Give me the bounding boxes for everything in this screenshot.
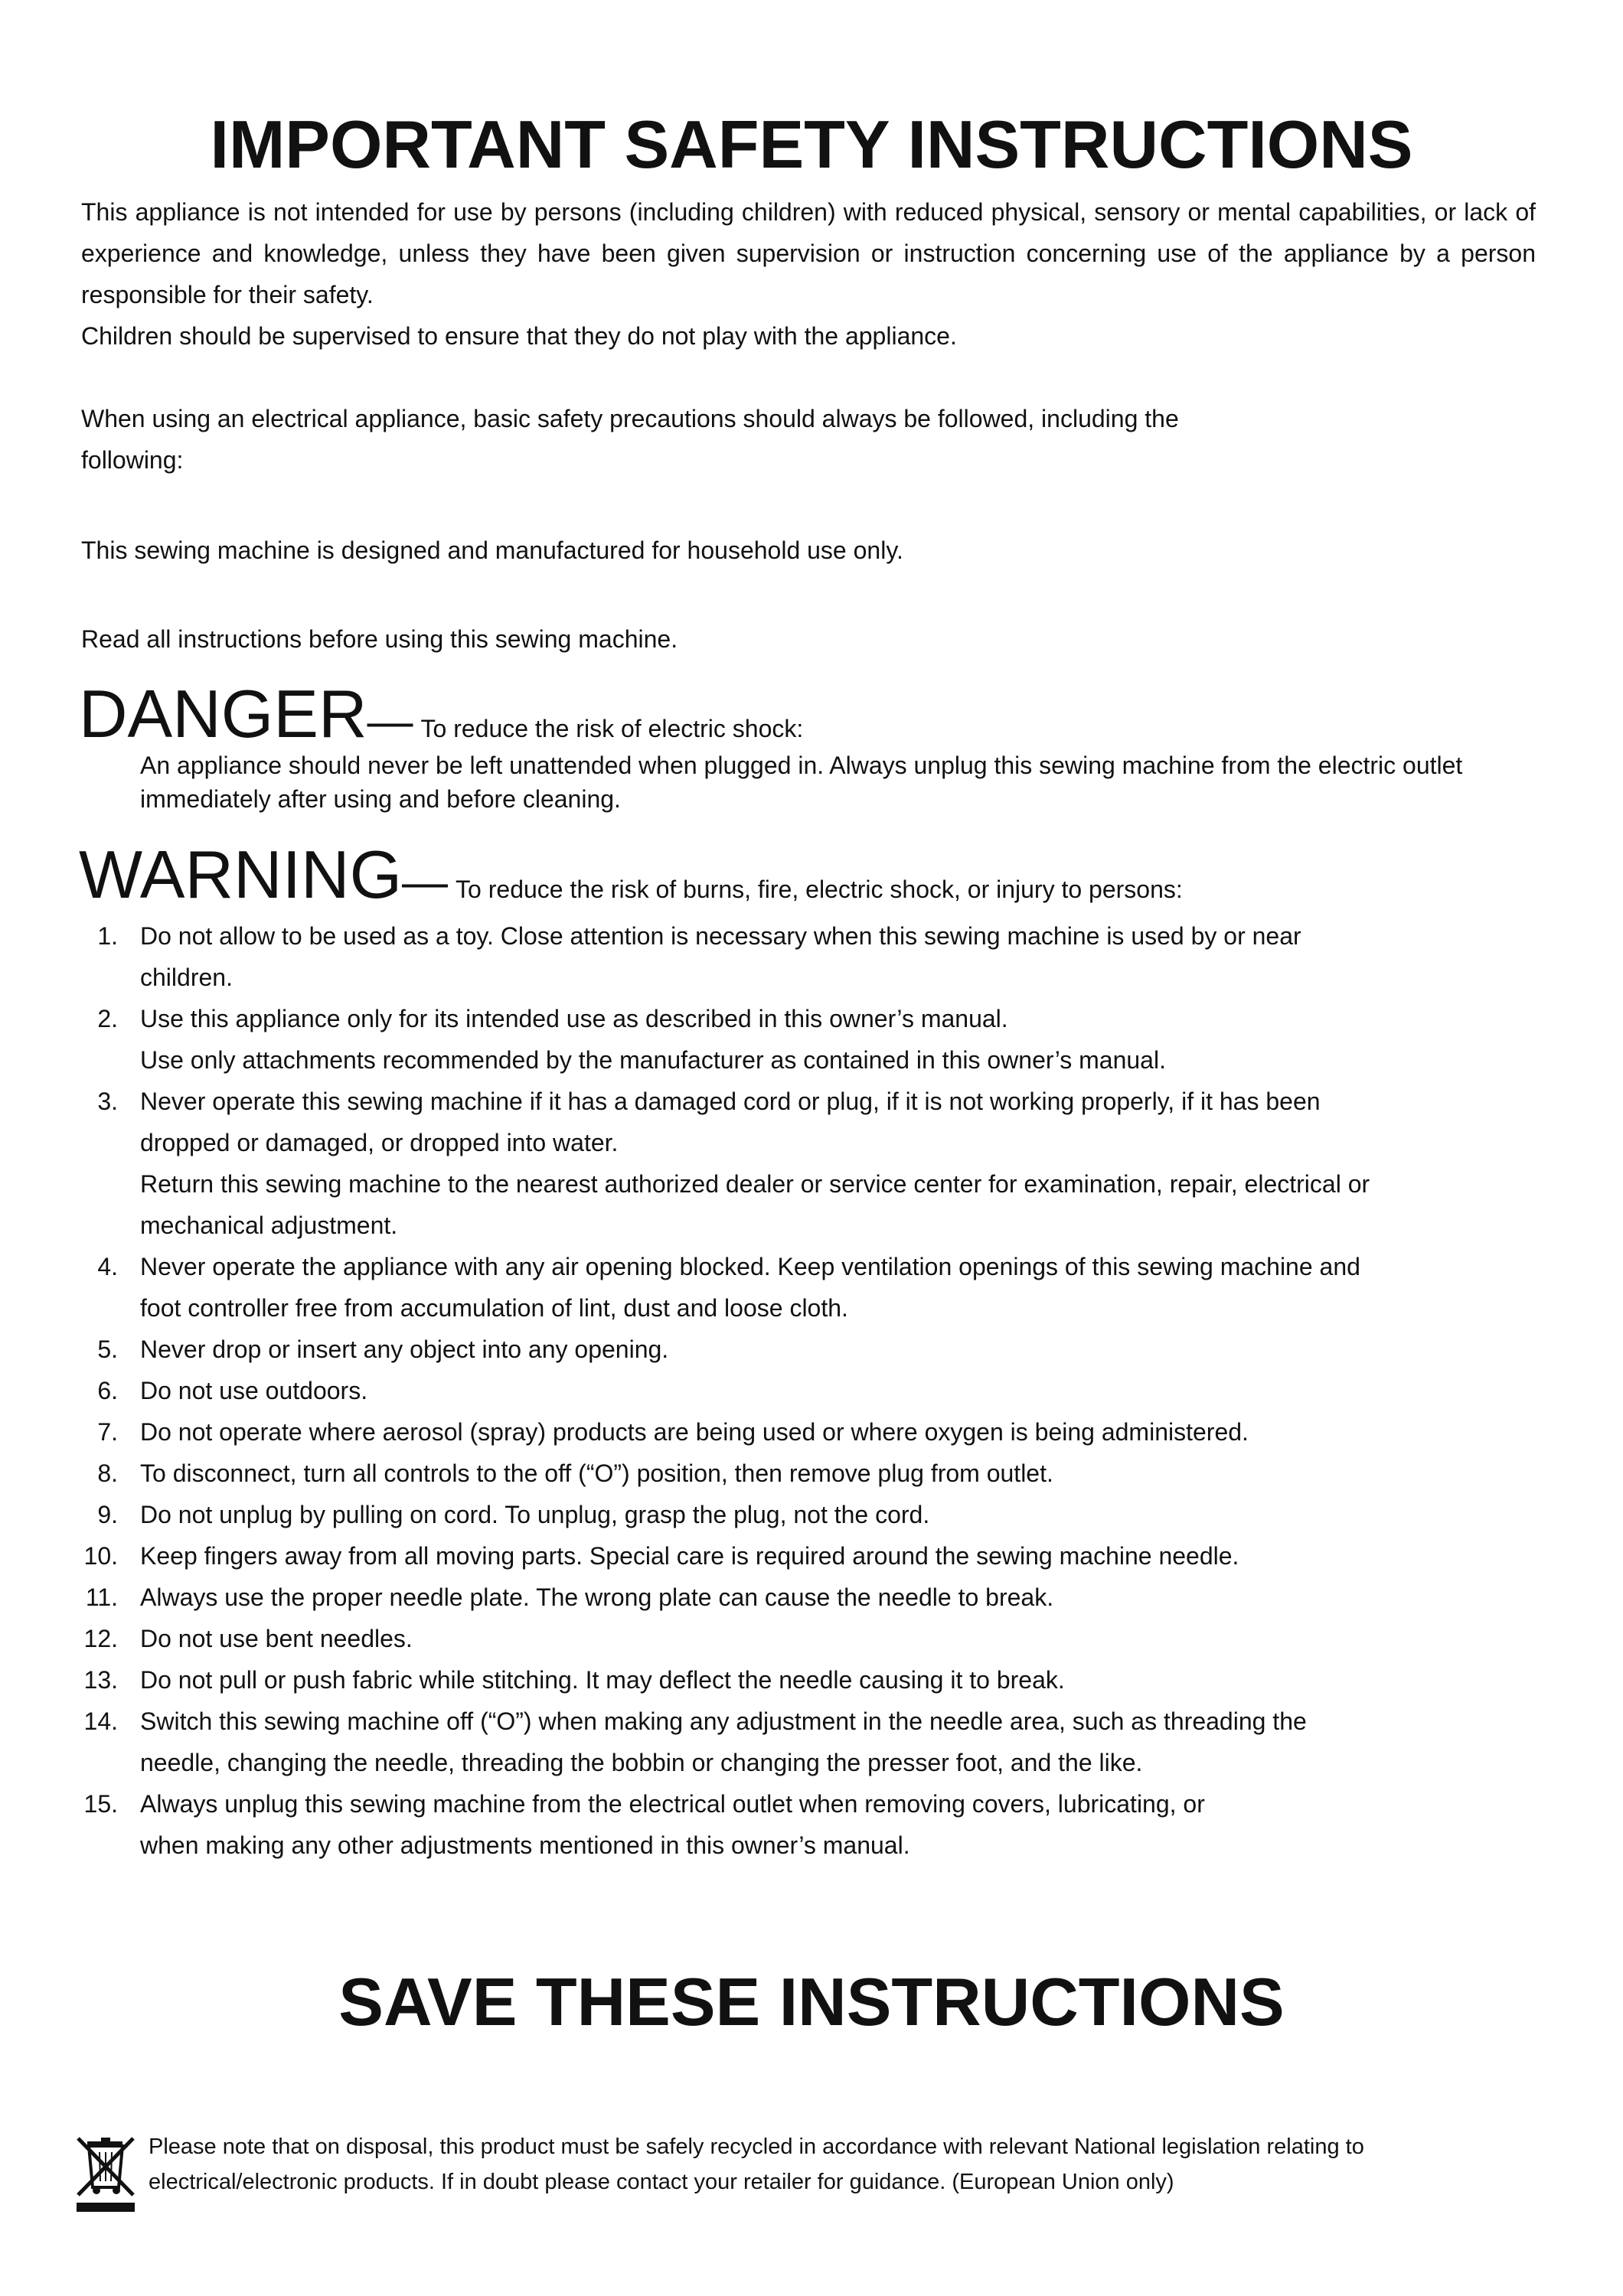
warning-item-line: Do not pull or push fabric while stitching. It may deflect the needle causing it to break. [140,1666,1065,1694]
warning-item-number: 7. [97,1418,118,1446]
warning-item-line: Keep fingers away from all moving parts. Special care is required around the sewing machine needle. [140,1542,1239,1570]
warning-item-line: dropped or damaged, or dropped into water. [140,1129,619,1156]
warning-item-number: 11. [85,1583,118,1611]
warning-item-line: children. [140,964,233,991]
warning-item-line: Never operate the appliance with any air opening blocked. Keep ventilation openings of this sewing machine and [140,1253,1360,1280]
warning-item-number: 5. [97,1336,118,1363]
warning-item-line: Do not operate where aerosol (spray) products are being used or where oxygen is being administered. [140,1418,1249,1446]
intro-paragraph-capabilities: This appliance is not intended for use by persons (including children) with reduced physical, sensory or mental capabilities, or lack of experience and knowledge, unless they have been given supervision or instruction concerning use of the appliance by a person responsible for their safety. [81,198,1536,308]
warning-item-line: Do not unplug by pulling on cord. To unplug, grasp the plug, not the cord. [140,1501,930,1528]
crossed-out-wheelie-bin-icon [75,2135,136,2213]
precautions-line-2: following: [81,446,184,474]
warning-item [0,1659,1623,1701]
warning-item-text [140,1246,1541,1329]
danger-text: An appliance should never be left unattended when plugged in. Always unplug this sewing machine from the electric outlet immediately after using and before cleaning. [140,752,1463,813]
warning-item [0,1411,1623,1453]
danger-subtitle: To reduce the risk of electric shock: [420,715,804,742]
warning-item [0,998,1623,1081]
warning-item-text [140,1577,1541,1618]
warning-item-number: 9. [97,1501,118,1528]
warning-item-number: 4. [97,1253,118,1280]
warning-item [0,1370,1623,1411]
warning-item-number: 1. [97,922,118,950]
warning-item-text [140,1701,1541,1783]
precautions-line-1: When using an electrical appliance, basic safety precautions should always be followed, including the [81,405,1179,432]
warning-item-text [140,1370,1541,1411]
warning-item [0,915,1623,998]
warning-item-line: Do not allow to be used as a toy. Close attention is necessary when this sewing machine is used by or near [140,922,1301,950]
disposal-line-2: electrical/electronic products. If in doubt please contact your retailer for guidance. (European Union only) [149,2170,1174,2194]
warning-item-line: needle, changing the needle, threading the bobbin or changing the presser foot, and the like. [140,1749,1143,1776]
warning-item-line: foot controller free from accumulation of lint, dust and loose cloth. [140,1294,848,1322]
warning-item-number: 2. [97,1005,118,1032]
warning-item-line: mechanical adjustment. [140,1212,398,1239]
warning-item-text [140,915,1541,998]
warning-item [0,1618,1623,1659]
warning-item-text [140,1783,1541,1866]
warning-item-text [140,1659,1541,1701]
warning-item-line: Never drop or insert any object into any opening. [140,1336,669,1363]
intro-paragraph-precautions [81,398,1536,481]
warning-item [0,1246,1623,1329]
warning-item-number: 6. [97,1377,118,1404]
disposal-line-1: Please note that on disposal, this product must be safely recycled in accordance with relevant National legislation relating to [149,2135,1364,2159]
warning-list [0,915,1623,1866]
warning-item-text [140,1081,1541,1246]
warning-heading [79,836,1183,914]
warning-item-text [140,1494,1541,1535]
warning-item-line: Use this appliance only for its intended use as described in this owner’s manual. [140,1005,1008,1032]
danger-word: DANGER [79,676,367,752]
page-title: IMPORTANT SAFETY INSTRUCTIONS [210,106,1413,182]
warning-item [0,1329,1623,1370]
warning-item [0,1535,1623,1577]
warning-item-number: 12. [83,1625,118,1652]
save-instructions-title: SAVE THESE INSTRUCTIONS [338,1964,1285,2040]
warning-dash: — [402,856,449,908]
warning-item-line: Switch this sewing machine off (“O”) when making any adjustment in the needle area, such as threading the [140,1707,1307,1735]
warning-item-number: 15. [83,1790,118,1818]
warning-item-number: 10. [83,1542,118,1570]
danger-dash: — [367,696,413,747]
warning-item-number: 8. [97,1459,118,1487]
intro-paragraph-children: Children should be supervised to ensure that they do not play with the appliance. [81,322,957,350]
warning-item-text [140,1329,1541,1370]
warning-item [0,1783,1623,1866]
disposal-note [149,2129,1550,2200]
danger-heading [79,675,803,753]
warning-item-line: Always use the proper needle plate. The wrong plate can cause the needle to break. [140,1583,1054,1611]
warning-item [0,1081,1623,1246]
intro-paragraph-read-all: Read all instructions before using this sewing machine. [81,625,678,653]
warning-subtitle: To reduce the risk of burns, fire, electric shock, or injury to persons: [456,876,1183,903]
warning-item-line: Use only attachments recommended by the manufacturer as contained in this owner’s manual. [140,1046,1166,1074]
warning-item-text [140,1618,1541,1659]
warning-item-line: Do not use bent needles. [140,1625,413,1652]
warning-item-number: 3. [97,1088,118,1115]
warning-item-text [140,1453,1541,1494]
warning-item-text [140,1411,1541,1453]
warning-item-number: 13. [83,1666,118,1694]
warning-word: WARNING [79,837,403,912]
warning-item-line: when making any other adjustments mentioned in this owner’s manual. [140,1831,910,1859]
warning-item-text [140,998,1541,1081]
warning-item [0,1494,1623,1535]
warning-item [0,1453,1623,1494]
warning-item-line: Do not use outdoors. [140,1377,368,1404]
warning-item-line: Return this sewing machine to the nearest authorized dealer or service center for examination, repair, electrical or [140,1170,1370,1198]
warning-item-text [140,1535,1541,1577]
intro-paragraph-household: This sewing machine is designed and manufactured for household use only. [81,536,903,564]
warning-item [0,1701,1623,1783]
warning-item-line: To disconnect, turn all controls to the off (“O”) position, then remove plug from outlet. [140,1459,1053,1487]
warning-item [0,1577,1623,1618]
warning-item-number: 14. [83,1707,118,1735]
warning-item-line: Always unplug this sewing machine from the electrical outlet when removing covers, lubricating, or [140,1790,1205,1818]
warning-item-line: Never operate this sewing machine if it has a damaged cord or plug, if it is not working properly, if it has been [140,1088,1321,1115]
